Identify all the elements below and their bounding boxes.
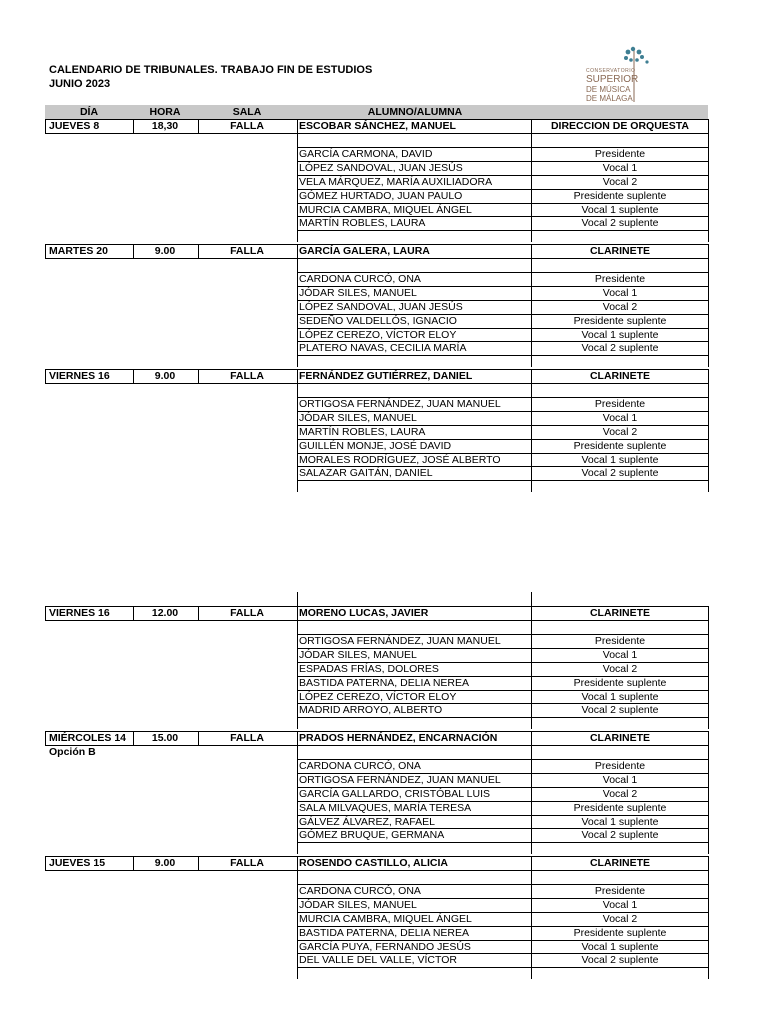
- member-role: Vocal 1: [602, 774, 638, 786]
- column-header-room: SALA: [232, 106, 262, 118]
- member-name: GARCÍA GALLARDO, CRISTÓBAL LUIS: [299, 788, 490, 800]
- member-name: BASTIDA PATERNA, DELIA NEREA: [299, 677, 469, 689]
- member-role: Vocal 2: [602, 663, 638, 675]
- logo-line4: DE MÁLAGA: [586, 94, 633, 103]
- member-column-border: [708, 133, 709, 242]
- tribunal-student: MORENO LUCAS, JAVIER: [299, 607, 429, 619]
- member-role: Presidente suplente: [573, 440, 667, 452]
- member-role: Vocal 1 suplente: [581, 941, 659, 953]
- column-border: [708, 731, 709, 745]
- member-name: GARCÍA CARMONA, DAVID: [299, 148, 433, 160]
- member-role: Vocal 2 suplente: [581, 954, 659, 966]
- tribunal-hour: 15.00: [151, 732, 179, 744]
- column-border: [531, 856, 532, 870]
- member-row-border: [297, 745, 708, 746]
- tribunal-room: FALLA: [230, 120, 264, 132]
- member-name: ESPADAS FRÍAS, DOLORES: [299, 663, 439, 675]
- column-border: [45, 119, 46, 133]
- member-name: SALA MILVAQUES, MARÍA TERESA: [299, 802, 472, 814]
- member-name: MURCIA CAMBRA, MIQUEL ÁNGEL: [299, 913, 472, 925]
- member-role: Vocal 1 suplente: [581, 691, 659, 703]
- member-name: JÓDAR SILES, MANUEL: [299, 287, 417, 299]
- member-name: GARCÍA PUYA, FERNANDO JESÚS: [299, 941, 471, 953]
- member-row-border: [297, 967, 708, 968]
- member-role: Presidente suplente: [573, 315, 667, 327]
- tribunal-day: MIÉRCOLES 14: [49, 732, 127, 744]
- column-border: [45, 369, 46, 383]
- column-border: [297, 369, 298, 383]
- column-border: [45, 856, 46, 870]
- tribunal-day: VIERNES 16: [49, 607, 110, 619]
- member-column-border: [708, 620, 709, 729]
- member-role: Presidente suplente: [573, 677, 667, 689]
- member-column-border: [531, 620, 532, 729]
- tribunal-student: ESCOBAR SÁNCHEZ, MANUEL: [299, 120, 456, 132]
- member-role: Vocal 2: [602, 301, 638, 313]
- column-border: [45, 606, 46, 620]
- tribunal-option-note: Opción B: [49, 746, 96, 758]
- member-row-border: [297, 842, 708, 843]
- tribunal-student: FERNÁNDEZ GUTIÉRREZ, DANIEL: [299, 370, 473, 382]
- logo-line3: DE MÚSICA: [586, 85, 631, 94]
- member-name: PLATERO NAVAS, CECILIA MARÍA: [299, 342, 467, 354]
- tribunal-room: FALLA: [230, 607, 264, 619]
- member-row-border: [297, 717, 708, 718]
- tribunal-hour: 18,30: [151, 120, 179, 132]
- member-name: CARDONA CURCÓ, ONA: [299, 273, 421, 285]
- member-role: Vocal 2: [602, 176, 638, 188]
- member-name: GÁLVEZ ÁLVAREZ, RAFAEL: [299, 816, 435, 828]
- member-name: BASTIDA PATERNA, DELIA NEREA: [299, 927, 469, 939]
- member-row-border: [297, 355, 708, 356]
- member-row-border: [297, 133, 708, 134]
- column-header-hour: HORA: [149, 106, 181, 118]
- member-name: JÓDAR SILES, MANUEL: [299, 899, 417, 911]
- member-column-border: [708, 745, 709, 854]
- member-role: Vocal 1: [602, 649, 638, 661]
- tribunal-specialty: CLARINETE: [589, 245, 651, 257]
- tribunal-hour: 12.00: [151, 607, 179, 619]
- member-name: JÓDAR SILES, MANUEL: [299, 412, 417, 424]
- tribunal-day: MARTES 20: [49, 245, 108, 257]
- member-column-border: [297, 383, 298, 492]
- column-border: [531, 369, 532, 383]
- column-border: [297, 244, 298, 258]
- member-column-border: [297, 620, 298, 729]
- member-name: ORTIGOSA FERNÁNDEZ, JUAN MANUEL: [299, 398, 501, 410]
- member-column-border: [531, 745, 532, 854]
- member-role: Presidente: [594, 635, 646, 647]
- column-border: [531, 119, 532, 133]
- tribunal-hour: 9.00: [154, 857, 176, 869]
- member-column-border: [297, 870, 298, 979]
- member-role: Presidente: [594, 885, 646, 897]
- column-border: [708, 244, 709, 258]
- column-border: [297, 856, 298, 870]
- member-column-border: [531, 133, 532, 242]
- column-border: [45, 731, 46, 745]
- tribunal-specialty: DIRECCION DE ORQUESTA: [550, 120, 690, 132]
- member-column-border: [531, 383, 532, 492]
- member-column-border: [708, 870, 709, 979]
- member-role: Vocal 2 suplente: [581, 217, 659, 229]
- member-row-border: [297, 383, 708, 384]
- logo-line1: CONSERVATORIO: [586, 68, 636, 74]
- column-border: [531, 606, 532, 620]
- tribunal-student: GARCÍA GALERA, LAURA: [299, 245, 430, 257]
- document-subtitle: JUNIO 2023: [49, 78, 111, 90]
- tribunal-hour: 9.00: [154, 245, 176, 257]
- member-column-border: [708, 383, 709, 492]
- column-border: [297, 606, 298, 620]
- member-name: LÓPEZ CEREZO, VÍCTOR ELOY: [299, 691, 457, 703]
- member-role: Vocal 2 suplente: [581, 467, 659, 479]
- column-header-day: DÍA: [79, 106, 99, 118]
- member-name: GÓMEZ BRUQUE, GERMANA: [299, 829, 445, 841]
- member-role: Vocal 1: [602, 162, 638, 174]
- member-role: Vocal 1 suplente: [581, 816, 659, 828]
- member-role: Vocal 2 suplente: [581, 704, 659, 716]
- member-role: Presidente suplente: [573, 190, 667, 202]
- member-role: Vocal 2: [602, 913, 638, 925]
- member-role: Vocal 1: [602, 899, 638, 911]
- member-name: CARDONA CURCÓ, ONA: [299, 760, 421, 772]
- tribunal-specialty: CLARINETE: [589, 370, 651, 382]
- tribunal-specialty: CLARINETE: [589, 732, 651, 744]
- member-name: MADRID ARROYO, ALBERTO: [299, 704, 443, 716]
- tribunal-day: VIERNES 16: [49, 370, 110, 382]
- column-border: [531, 731, 532, 745]
- member-name: JÓDAR SILES, MANUEL: [299, 649, 417, 661]
- member-role: Vocal 2 suplente: [581, 829, 659, 841]
- member-column-border: [297, 745, 298, 854]
- member-name: MURCIA CAMBRA, MIQUEL ÁNGEL: [299, 204, 472, 216]
- column-border: [297, 592, 298, 606]
- member-name: MORALES RODRÍGUEZ, JOSÉ ALBERTO: [299, 454, 501, 466]
- member-role: Presidente: [594, 148, 646, 160]
- member-column-border: [297, 133, 298, 242]
- member-role: Vocal 1 suplente: [581, 204, 659, 216]
- tribunal-specialty: CLARINETE: [589, 607, 651, 619]
- document-title: CALENDARIO DE TRIBUNALES. TRABAJO FIN DE ESTUDIOS: [49, 64, 373, 76]
- logo-line2: SUPERIOR: [586, 74, 639, 85]
- tribunal-specialty: CLARINETE: [589, 857, 651, 869]
- member-name: GÓMEZ HURTADO, JUAN PAULO: [299, 190, 463, 202]
- member-role: Vocal 1: [602, 412, 638, 424]
- member-name: MARTÍN ROBLES, LAURA: [299, 426, 426, 438]
- column-border: [45, 244, 46, 258]
- tribunal-student: PRADOS HERNÁNDEZ, ENCARNACIÓN: [299, 732, 498, 744]
- tribunal-room: FALLA: [230, 245, 264, 257]
- member-name: ORTIGOSA FERNÁNDEZ, JUAN MANUEL: [299, 635, 501, 647]
- member-name: LÓPEZ CEREZO, VÍCTOR ELOY: [299, 329, 457, 341]
- member-column-border: [531, 870, 532, 979]
- tribunal-room: FALLA: [230, 857, 264, 869]
- member-name: MARTÍN ROBLES, LAURA: [299, 217, 426, 229]
- tribunal-room: FALLA: [230, 732, 264, 744]
- member-name: DEL VALLE DEL VALLE, VÍCTOR: [299, 954, 457, 966]
- member-name: SALAZAR GAITÁN, DANIEL: [299, 467, 433, 479]
- member-role: Presidente suplente: [573, 927, 667, 939]
- tribunal-room: FALLA: [230, 370, 264, 382]
- column-border: [531, 244, 532, 258]
- member-role: Vocal 2 suplente: [581, 342, 659, 354]
- tribunal-day: JUEVES 15: [49, 857, 106, 869]
- tribunal-student: ROSENDO CASTILLO, ALICIA: [299, 857, 448, 869]
- column-header-student: ALUMNO/ALUMNA: [367, 106, 463, 118]
- column-border: [531, 592, 532, 606]
- member-role: Presidente: [594, 398, 646, 410]
- column-border: [708, 369, 709, 383]
- member-role: Vocal 1 suplente: [581, 329, 659, 341]
- member-column-border: [708, 258, 709, 367]
- column-border: [708, 606, 709, 620]
- member-column-border: [297, 258, 298, 367]
- member-name: VELA MÁRQUEZ, MARÍA AUXILIADORA: [299, 176, 493, 188]
- member-name: LÓPEZ SANDOVAL, JUAN JESÚS: [299, 301, 463, 313]
- column-border: [297, 119, 298, 133]
- member-row-border: [297, 480, 708, 481]
- member-role: Presidente: [594, 273, 646, 285]
- member-name: LÓPEZ SANDOVAL, JUAN JESÚS: [299, 162, 463, 174]
- member-role: Vocal 2: [602, 426, 638, 438]
- member-role: Vocal 2: [602, 788, 638, 800]
- member-role: Presidente: [594, 760, 646, 772]
- member-name: SEDEÑO VALDELLÓS, IGNACIO: [299, 315, 457, 327]
- tribunal-day: JUEVES 8: [49, 120, 100, 132]
- column-border: [297, 731, 298, 745]
- member-role: Vocal 1 suplente: [581, 454, 659, 466]
- member-name: GUILLÉN MONJE, JOSÉ DAVID: [299, 440, 452, 452]
- column-border: [708, 119, 709, 133]
- member-row-border: [297, 620, 708, 621]
- member-name: ORTIGOSA FERNÁNDEZ, JUAN MANUEL: [299, 774, 501, 786]
- member-row-border: [297, 870, 708, 871]
- tribunal-hour: 9.00: [154, 370, 176, 382]
- member-role: Presidente suplente: [573, 802, 667, 814]
- column-border: [708, 856, 709, 870]
- member-role: Vocal 1: [602, 287, 638, 299]
- member-column-border: [531, 258, 532, 367]
- member-row-border: [297, 230, 708, 231]
- member-row-border: [297, 258, 708, 259]
- member-name: CARDONA CURCÓ, ONA: [299, 885, 421, 897]
